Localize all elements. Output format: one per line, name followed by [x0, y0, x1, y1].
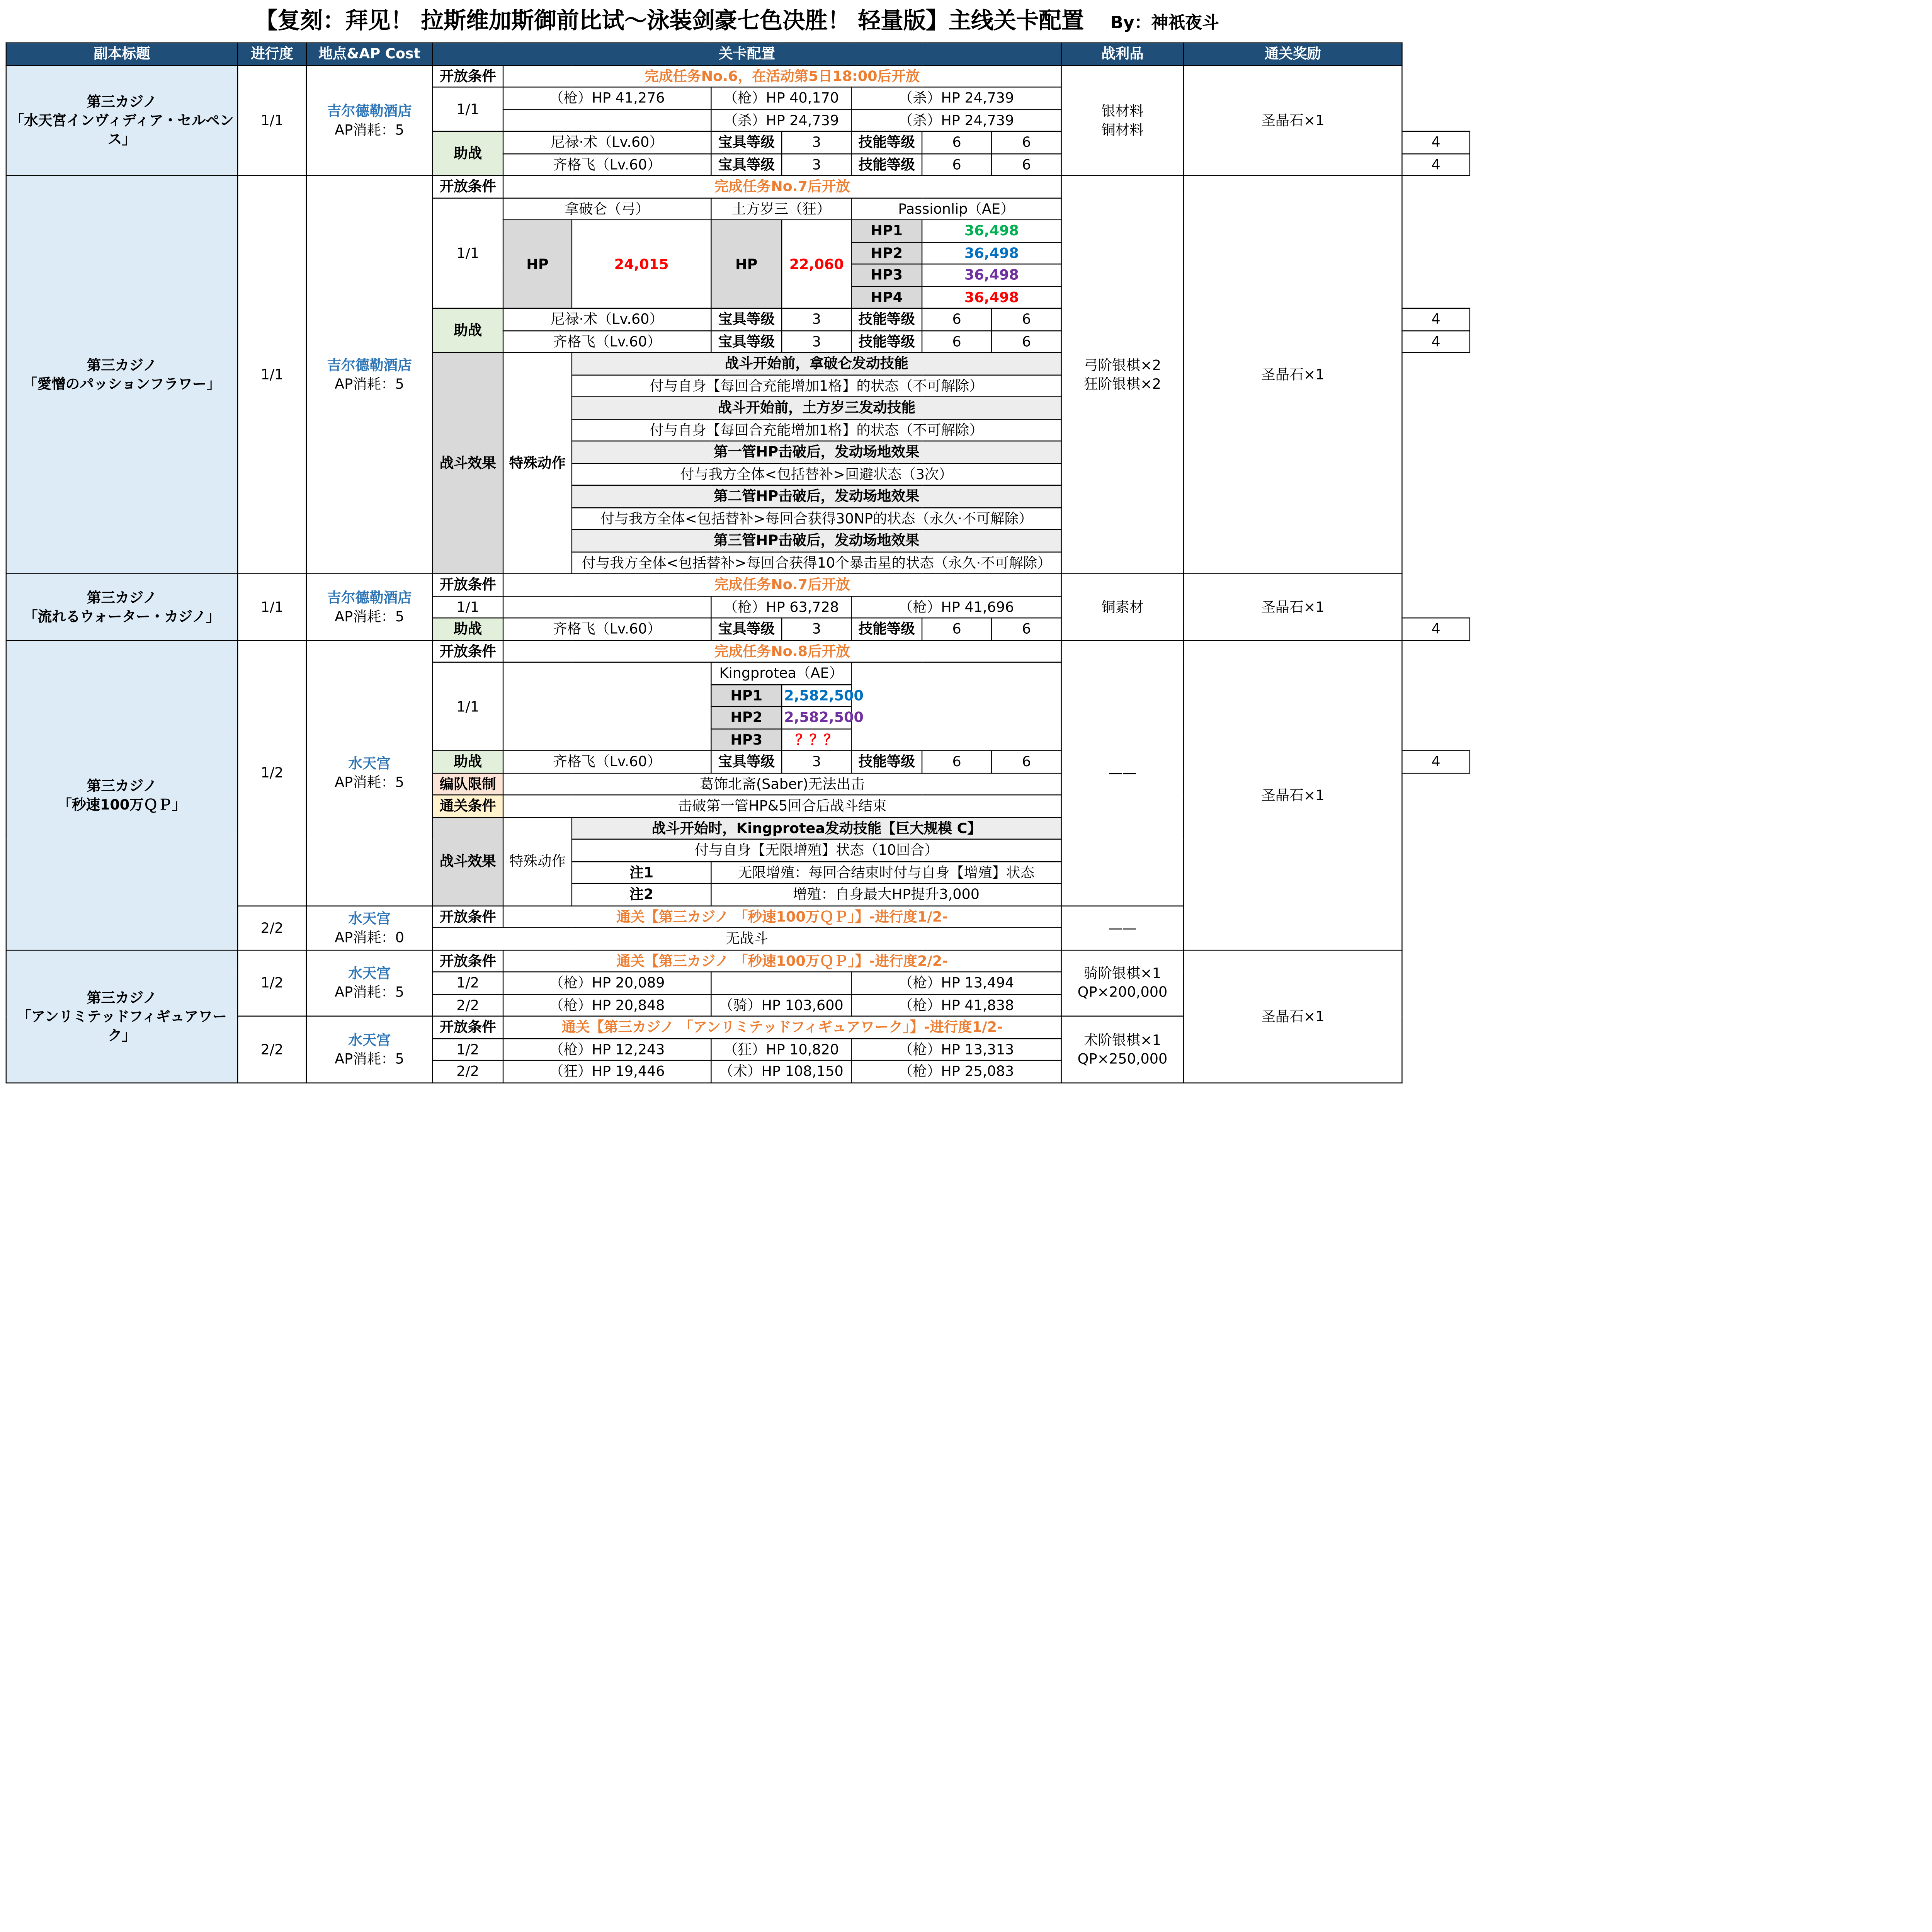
open-condition-label: 开放条件	[432, 1016, 503, 1038]
quest-location: 吉尔德勒酒店 AP消耗：5	[306, 574, 432, 640]
quest-progress: 1/1	[238, 65, 306, 175]
hp-bar-label: HP1	[711, 684, 782, 706]
skill-level-label: 技能等级	[851, 131, 922, 153]
effect-detail: 付与自身【无限增殖】状态（10回合）	[572, 839, 1061, 861]
note-label: 注2	[572, 883, 711, 905]
effect-heading: 第一管HP击破后，发动场地效果	[572, 441, 1061, 463]
effect-detail: 付与我方全体<包括替补>回避状态（3次）	[572, 463, 1061, 485]
open-condition: 通关【第三カジノ 「アンリミテッドフィギュアワーク」】-进行度1/2-	[503, 1016, 1061, 1038]
enemy-empty	[503, 596, 711, 618]
skill-level: 6	[922, 330, 992, 352]
enemy: （枪）HP 12,243	[503, 1038, 711, 1060]
np-level: 3	[782, 330, 851, 352]
support-servant: 尼禄·术（Lv.60）	[503, 308, 711, 330]
np-level: 3	[782, 131, 851, 153]
hp-bar-label: HP3	[851, 264, 922, 286]
quest-location: 吉尔德勒酒店 AP消耗：5	[306, 65, 432, 175]
skill-level: 6	[992, 330, 1061, 352]
np-level-label: 宝具等级	[711, 131, 782, 153]
skill-level: 4	[1402, 308, 1469, 330]
enemy: （狂）HP 19,446	[503, 1060, 711, 1082]
quest-progress: 1/1	[238, 574, 306, 640]
quest-reward: 圣晶石×1	[1184, 950, 1402, 1082]
quest-drops: 银材料 铜材料	[1061, 65, 1184, 175]
note-text: 无限增殖：每回合结束时付与自身【增殖】状态	[711, 861, 1061, 883]
no-battle: 无战斗	[432, 928, 1061, 950]
enemy: （枪）HP 63,728	[711, 596, 851, 618]
boss-hp-bar: 2,582,500	[782, 684, 851, 706]
special-action-label: 特殊动作	[503, 352, 572, 573]
support-label: 助战	[432, 618, 503, 640]
effect-heading: 战斗开始前，拿破仑发动技能	[572, 352, 1061, 374]
quest-progress: 1/2	[238, 950, 306, 1016]
quest-drops: ——	[1061, 905, 1184, 949]
enemy-hp-bar: 36,498	[922, 220, 1061, 242]
hp-bar-label: HP3	[711, 728, 782, 750]
wave-label: 1/1	[432, 87, 503, 131]
effect-heading: 战斗开始时，Kingprotea发动技能【巨大规模 C】	[572, 817, 1061, 839]
wave-label: 2/2	[432, 1060, 503, 1082]
header-progress: 进行度	[238, 43, 306, 65]
quest-reward: 圣晶石×1	[1184, 640, 1402, 949]
note-text: 增殖：自身最大HP提升3,000	[711, 883, 1061, 905]
skill-level: 6	[992, 131, 1061, 153]
enemy-empty	[503, 662, 711, 751]
skill-level: 6	[922, 751, 992, 773]
hp-bar-label: HP2	[851, 242, 922, 264]
skill-level-label: 技能等级	[851, 751, 922, 773]
wave-label: 1/1	[432, 662, 503, 751]
open-condition: 完成任务No.8后开放	[503, 640, 1061, 662]
skill-level: 4	[1402, 751, 1469, 773]
enemy-name: 拿破仑（弓）	[503, 198, 711, 220]
enemy: （枪）HP 25,083	[851, 1060, 1061, 1082]
page-title	[0, 0, 1474, 43]
np-level-label: 宝具等级	[711, 308, 782, 330]
enemy: （骑）HP 103,600	[711, 994, 851, 1016]
np-level-label: 宝具等级	[711, 751, 782, 773]
support-label: 助战	[432, 131, 503, 175]
table-row	[6, 950, 1470, 972]
wave-label: 2/2	[432, 994, 503, 1016]
support-servant: 齐格飞（Lv.60）	[503, 153, 711, 175]
enemy: （枪）HP 13,494	[851, 972, 1061, 994]
open-condition: 完成任务No.6，在活动第5日18:00后开放	[503, 65, 1061, 87]
quest-drops: 弓阶银棋×2 狂阶银棋×2	[1061, 175, 1184, 573]
hp-bar-label: HP2	[711, 706, 782, 728]
enemy: （杀）HP 24,739	[851, 109, 1061, 131]
boss-name: Kingprotea（AE）	[711, 662, 851, 684]
table-row	[6, 175, 1470, 197]
np-level-label: 宝具等级	[711, 330, 782, 352]
effect-detail: 付与自身【每回合充能增加1格】的状态（不可解除）	[572, 419, 1061, 441]
table-row	[6, 65, 1470, 87]
effect-detail: 付与我方全体<包括替补>每回合获得10个暴击星的状态（永久·不可解除）	[572, 551, 1061, 573]
quest-drops: ——	[1061, 640, 1184, 905]
quest-title: 第三カジノ 「流れるウォーター・カジノ」	[6, 574, 238, 640]
enemy: （枪）HP 40,170	[711, 87, 851, 109]
header-quest: 副本标题	[6, 43, 238, 65]
skill-level: 4	[1402, 330, 1469, 352]
open-condition-label: 开放条件	[432, 574, 503, 596]
skill-level: 4	[1402, 618, 1469, 640]
enemy: （枪）HP 20,089	[503, 972, 711, 994]
support-servant: 齐格飞（Lv.60）	[503, 751, 711, 773]
open-condition: 通关【第三カジノ 「秒速100万ＱＰ」】-进行度2/2-	[503, 950, 1061, 972]
support-label: 助战	[432, 308, 503, 352]
enemy: （枪）HP 41,696	[851, 596, 1061, 618]
skill-level: 6	[922, 153, 992, 175]
quest-title: 第三カジノ 「愛憎のパッションフラワー」	[6, 175, 238, 573]
title-author: By：神祇夜斗	[1110, 13, 1219, 33]
boss-hp-bar: ？？？	[782, 728, 851, 750]
skill-level: 6	[922, 618, 992, 640]
table-row	[6, 574, 1470, 596]
skill-level: 6	[922, 131, 992, 153]
battle-effect-label: 战斗效果	[432, 817, 503, 905]
skill-level-label: 技能等级	[851, 618, 922, 640]
open-condition-label: 开放条件	[432, 640, 503, 662]
party-limit-label: 编队限制	[432, 773, 503, 795]
header-drops: 战利品	[1061, 43, 1184, 65]
boss-hp-bar: 2,582,500	[782, 706, 851, 728]
wave-label: 1/1	[432, 198, 503, 308]
enemy-hp-bar: 36,498	[922, 242, 1061, 264]
enemy-empty	[711, 972, 851, 994]
enemy: （狂）HP 10,820	[711, 1038, 851, 1060]
quest-location: 水天宫 AP消耗：5	[306, 1016, 432, 1083]
np-level: 3	[782, 751, 851, 773]
enemy-hp-bar: 36,498	[922, 264, 1061, 286]
open-condition-label: 开放条件	[432, 175, 503, 197]
support-servant: 齐格飞（Lv.60）	[503, 330, 711, 352]
enemy-hp: 22,060	[782, 220, 851, 308]
quest-progress: 1/2	[238, 640, 306, 905]
quest-location: 吉尔德勒酒店 AP消耗：5	[306, 175, 432, 573]
hp-label: HP	[503, 220, 572, 308]
header-location: 地点&AP Cost	[306, 43, 432, 65]
battle-effect-label: 战斗效果	[432, 352, 503, 573]
skill-level: 6	[992, 751, 1061, 773]
skill-level: 4	[1402, 153, 1469, 175]
np-level-label: 宝具等级	[711, 153, 782, 175]
skill-level: 4	[1402, 131, 1469, 153]
open-condition: 完成任务No.7后开放	[503, 574, 1061, 596]
table-row	[6, 640, 1470, 662]
enemy: （枪）HP 41,276	[503, 87, 711, 109]
quest-progress: 2/2	[238, 1016, 306, 1083]
enemy: （术）HP 108,150	[711, 1060, 851, 1082]
support-servant: 尼禄·术（Lv.60）	[503, 131, 711, 153]
quest-title: 第三カジノ 「アンリミテッドフィギュアワーク」	[6, 950, 238, 1082]
enemy: （枪）HP 41,838	[851, 994, 1061, 1016]
enemy-empty	[851, 662, 1061, 751]
support-label: 助战	[432, 751, 503, 773]
hp-label: HP	[711, 220, 782, 308]
enemy: （枪）HP 13,313	[851, 1038, 1061, 1060]
hp-bar-label: HP4	[851, 286, 922, 308]
header-config: 关卡配置	[432, 43, 1061, 65]
wave-label: 1/2	[432, 1038, 503, 1060]
skill-level: 6	[992, 153, 1061, 175]
quest-location: 水天宫 AP消耗：0	[306, 905, 432, 949]
effect-heading: 第三管HP击破后，发动场地效果	[572, 529, 1061, 551]
wave-label: 1/2	[432, 972, 503, 994]
party-limit: 葛饰北斋(Saber)无法出击	[503, 773, 1061, 795]
enemy-name: Passionlip（AE）	[851, 198, 1061, 220]
quest-reward: 圣晶石×1	[1184, 574, 1402, 640]
wave-label: 1/1	[432, 596, 503, 618]
enemy: （杀）HP 24,739	[851, 87, 1061, 109]
quest-config-table	[6, 43, 1470, 1083]
open-condition: 通关【第三カジノ 「秒速100万ＱＰ」】-进行度1/2-	[503, 905, 1061, 927]
enemy: （杀）HP 24,739	[711, 109, 851, 131]
special-action-label: 特殊动作	[503, 817, 572, 905]
title-main: 【复刻：拜见！ 拉斯维加斯御前比试～泳装剑豪七色决胜！ 轻量版】主线关卡配置	[255, 7, 1084, 34]
open-condition: 完成任务No.7后开放	[503, 175, 1061, 197]
quest-reward: 圣晶石×1	[1184, 175, 1402, 573]
skill-level: 6	[922, 308, 992, 330]
skill-level-label: 技能等级	[851, 308, 922, 330]
clear-condition: 击破第一管HP&5回合后战斗结束	[503, 795, 1061, 817]
enemy-hp-bar: 36,498	[922, 286, 1061, 308]
np-level: 3	[782, 153, 851, 175]
enemy-name: 土方岁三（狂）	[711, 198, 851, 220]
hp-bar-label: HP1	[851, 220, 922, 242]
skill-level: 6	[992, 618, 1061, 640]
quest-progress: 2/2	[238, 905, 306, 949]
quest-drops: 铜素材	[1061, 574, 1184, 640]
quest-drops: 骑阶银棋×1 QP×200,000	[1061, 950, 1184, 1016]
table-header-row	[6, 43, 1470, 65]
enemy-empty	[503, 109, 711, 131]
effect-heading: 战斗开始前，土方岁三发动技能	[572, 397, 1061, 419]
enemy: （枪）HP 20,848	[503, 994, 711, 1016]
support-servant: 齐格飞（Lv.60）	[503, 618, 711, 640]
np-level: 3	[782, 618, 851, 640]
quest-title: 第三カジノ 「水天宮インヴィディア・セルペンス」	[6, 65, 238, 175]
np-level-label: 宝具等级	[711, 618, 782, 640]
quest-drops: 术阶银棋×1 QP×250,000	[1061, 1016, 1184, 1083]
open-condition-label: 开放条件	[432, 65, 503, 87]
quest-title: 第三カジノ 「秒速100万ＱＰ」	[6, 640, 238, 949]
effect-heading: 第二管HP击破后，发动场地效果	[572, 485, 1061, 507]
header-reward: 通关奖励	[1184, 43, 1402, 65]
enemy-hp: 24,015	[572, 220, 711, 308]
skill-level: 6	[992, 308, 1061, 330]
note-label: 注1	[572, 861, 711, 883]
clear-condition-label: 通关条件	[432, 795, 503, 817]
skill-level-label: 技能等级	[851, 153, 922, 175]
np-level: 3	[782, 308, 851, 330]
effect-detail: 付与我方全体<包括替补>每回合获得30NP的状态（永久·不可解除）	[572, 507, 1061, 529]
quest-location: 水天宫 AP消耗：5	[306, 640, 432, 905]
quest-progress: 1/1	[238, 175, 306, 573]
effect-detail: 付与自身【每回合充能增加1格】的状态（不可解除）	[572, 375, 1061, 397]
open-condition-label: 开放条件	[432, 950, 503, 972]
quest-reward: 圣晶石×1	[1184, 65, 1402, 175]
quest-location: 水天宫 AP消耗：5	[306, 950, 432, 1016]
open-condition-label: 开放条件	[432, 905, 503, 927]
skill-level-label: 技能等级	[851, 330, 922, 352]
